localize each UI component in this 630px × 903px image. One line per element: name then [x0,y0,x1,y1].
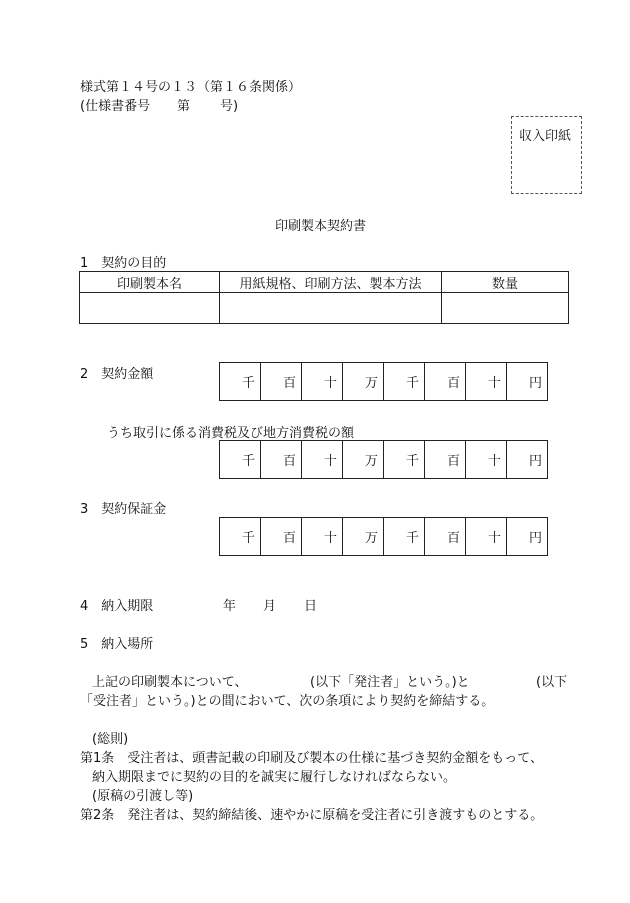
digit-cell[interactable]: 十 [466,518,507,556]
digit-cell[interactable]: 百 [425,518,466,556]
document-title: 印刷製本契約書 [275,219,367,234]
digit-cell[interactable]: 千 [384,441,425,479]
digit-cell[interactable]: 円 [507,363,548,401]
digit-cell[interactable]: 千 [220,363,261,401]
article-1-line-1: 第1条 受注者は、頭書記載の印刷及び製本の仕様に基づき契約金額をもって、 [80,751,544,766]
article-2-line-1: 第2条 発注者は、契約締結後、速やかに原稿を受注者に引き渡すものとする。 [80,808,544,823]
section-purpose-label: 1 契約の目的 [80,256,167,271]
digit-cell[interactable]: 千 [220,518,261,556]
section-deadline-label: 4 納入期限 [80,599,154,614]
purpose-cell-name[interactable] [80,293,220,324]
digit-cell[interactable]: 円 [507,441,548,479]
revenue-stamp-box [511,116,582,194]
body-p1-part-c: (以下 [536,675,568,690]
digit-cell[interactable]: 十 [466,441,507,479]
digit-cell[interactable]: 万 [343,518,384,556]
heading-general: (総則) [92,732,129,747]
digit-cell[interactable]: 十 [302,518,343,556]
contract-amount-grid[interactable] [219,362,548,401]
section-amount-label: 2 契約金額 [80,367,154,382]
digit-cell[interactable]: 十 [466,363,507,401]
form-number: 様式第１４号の１３（第１６条関係） [80,80,302,95]
digit-cell[interactable]: 万 [343,363,384,401]
digit-cell[interactable]: 十 [302,441,343,479]
deadline-day: 日 [304,599,318,614]
deadline-year: 年 [223,599,237,614]
digit-cell[interactable]: 百 [261,363,302,401]
purpose-col-name: 印刷製本名 [80,272,220,293]
digit-cell[interactable]: 千 [220,441,261,479]
digit-cell[interactable]: 十 [302,363,343,401]
guarantee-amount-grid[interactable] [219,517,548,556]
digit-cell[interactable]: 百 [261,518,302,556]
body-p1-part-d: 「受注者」という。)との間において、次の条項により契約を締結する。 [80,694,495,709]
purpose-col-spec: 用紙規格、印刷方法、製本方法 [220,272,442,293]
purpose-col-qty: 数量 [442,272,569,293]
digit-cell[interactable]: 百 [261,441,302,479]
digit-cell[interactable]: 万 [343,441,384,479]
purpose-cell-spec[interactable] [220,293,442,324]
article-1-line-2: 納入期限までに契約の目的を誠実に履行しなければならない。 [92,770,457,785]
section-guarantee-label: 3 契約保証金 [80,502,167,517]
digit-cell[interactable]: 円 [507,518,548,556]
body-p1-part-a: 上記の印刷製本について、 [92,675,248,690]
revenue-stamp-label: 収入印紙 [519,129,572,144]
purpose-cell-qty[interactable] [442,293,569,324]
digit-cell[interactable]: 百 [425,363,466,401]
digit-cell[interactable]: 百 [425,441,466,479]
digit-cell[interactable]: 千 [384,363,425,401]
spec-number-dai: 第 [177,99,191,114]
body-p1-part-b: (以下「発注者」という。)と [310,675,470,690]
purpose-table [79,271,569,324]
digit-cell[interactable]: 千 [384,518,425,556]
spec-number-go: 号) [220,99,239,114]
section-place-label: 5 納入場所 [80,637,154,652]
heading-manuscript: (原稿の引渡し等) [92,789,194,804]
tax-amount-grid[interactable] [219,440,548,479]
tax-amount-label: うち取引に係る消費税及び地方消費税の額 [107,426,355,441]
spec-number-label: (仕様書番号 [80,99,151,114]
deadline-month: 月 [263,599,277,614]
